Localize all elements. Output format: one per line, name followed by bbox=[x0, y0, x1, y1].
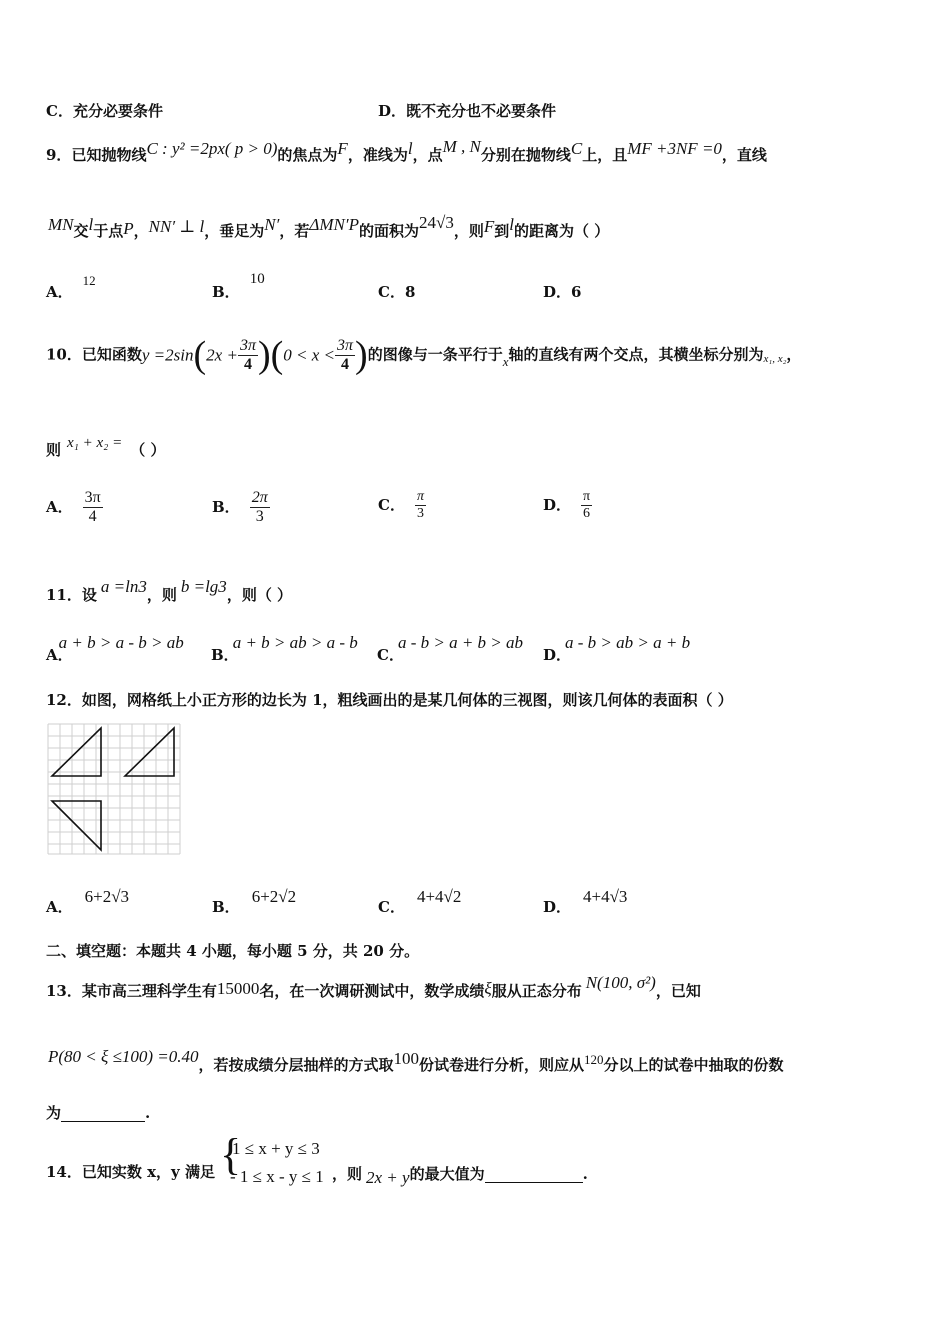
option-label: B． bbox=[212, 283, 240, 301]
math-expr: MN bbox=[48, 215, 74, 234]
q14-stem bbox=[46, 1165, 215, 1180]
math-expr: y =2sin bbox=[141, 345, 194, 365]
q9-option-c bbox=[378, 285, 415, 300]
q11-option-d bbox=[543, 633, 696, 664]
stem-text: 设 bbox=[81, 586, 97, 604]
left-paren: ( bbox=[193, 334, 207, 376]
q12-option-a bbox=[46, 887, 130, 916]
stem-text: 的距离为（ ） bbox=[513, 222, 610, 240]
q13-stem-line3 bbox=[46, 1106, 150, 1122]
math-expr: N(100, σ²) bbox=[585, 973, 656, 992]
stem-text: 交 bbox=[73, 222, 89, 240]
math-expr: P(80 < ξ ≤100) =0.40 bbox=[48, 1047, 199, 1066]
numerator: 2π bbox=[251, 489, 268, 506]
stem-text: 为 bbox=[46, 1104, 62, 1122]
stem-text: 份试卷进行分析，则应从 bbox=[419, 1056, 585, 1074]
q14-system-brace: { bbox=[220, 1130, 242, 1179]
option-value: a - b > a + b > ab bbox=[397, 633, 524, 652]
option-label: B． bbox=[212, 498, 240, 516]
math-expr: a =ln3 bbox=[100, 577, 147, 596]
three-view-figure bbox=[44, 720, 186, 858]
denominator: 4 bbox=[243, 355, 252, 373]
math-expr: l bbox=[88, 215, 94, 234]
option-label: D． bbox=[543, 898, 572, 916]
option-value: 4+4√2 bbox=[416, 887, 462, 906]
math-expr: x bbox=[502, 353, 509, 369]
denominator: 4 bbox=[341, 355, 350, 373]
q10-option-d bbox=[543, 490, 592, 521]
option-value: a + b > ab > a - b bbox=[232, 633, 358, 652]
q8-option-d bbox=[378, 104, 556, 119]
question-number: 14． bbox=[46, 1163, 82, 1181]
option-label: D． bbox=[543, 496, 572, 514]
q12-stem bbox=[46, 693, 733, 708]
question-number: 10． bbox=[46, 345, 82, 364]
math-expr: 0 < x < bbox=[283, 345, 336, 365]
stem-text: ，若 bbox=[279, 222, 310, 240]
grid bbox=[48, 724, 180, 854]
left-paren: ( bbox=[270, 334, 284, 376]
q14-system-line2: - 1 ≤ x - y ≤ 1 bbox=[230, 1167, 324, 1186]
fraction bbox=[83, 490, 103, 525]
q12-option-d bbox=[543, 887, 628, 916]
math-expr: x₁ + x₂ = bbox=[67, 435, 123, 451]
question-number: 9． bbox=[46, 146, 72, 164]
q8-option-c bbox=[46, 104, 163, 119]
stem-text: 则 bbox=[46, 441, 62, 459]
option-label: C． bbox=[378, 898, 405, 916]
math-expr: F bbox=[483, 217, 495, 236]
math-expr: N′ bbox=[264, 215, 280, 234]
q9-option-a bbox=[46, 273, 96, 301]
q12-option-b bbox=[212, 887, 297, 916]
stem-text: ，则 bbox=[453, 222, 484, 240]
fraction bbox=[581, 490, 592, 521]
stem-text: ， bbox=[786, 345, 802, 364]
stem-text: 于点 bbox=[93, 222, 124, 240]
math-expr: 2x + y bbox=[366, 1168, 410, 1187]
denominator: 3 bbox=[416, 506, 424, 521]
option-label: D． bbox=[543, 283, 572, 301]
option-label: C． bbox=[378, 283, 405, 301]
math-expr: 2x + bbox=[206, 345, 238, 365]
stem-text: ，若按成绩分层抽样的方式取 bbox=[198, 1056, 394, 1074]
section-heading: 二、填空题：本题共 4 小题，每小题 5 分，共 20 分。 bbox=[46, 942, 420, 960]
stem-text: 分以上的试卷中抽取的份数 bbox=[603, 1056, 784, 1074]
stem-text: 的图像与一条平行于 bbox=[367, 345, 503, 364]
stem-text: 已知抛物线 bbox=[71, 146, 147, 164]
stem-text: ， bbox=[133, 222, 149, 240]
q11-option-b bbox=[211, 633, 364, 664]
math-expr: l bbox=[407, 139, 413, 158]
option-label: A． bbox=[46, 898, 73, 916]
q9-stem-line1 bbox=[46, 137, 767, 164]
stem-text: ，点 bbox=[412, 146, 443, 164]
stem-text: ，则（ ） bbox=[226, 586, 293, 604]
stem-text: ，已知 bbox=[655, 982, 701, 1000]
option-label: D． bbox=[378, 102, 407, 120]
right-paren: ) bbox=[257, 334, 271, 376]
option-text: 既不充分也不必要条件 bbox=[406, 102, 557, 120]
option-label: A． bbox=[46, 283, 73, 301]
numerator: π bbox=[416, 489, 424, 504]
math-expr: M , N bbox=[442, 137, 481, 156]
stem-text: 名，在一次调研测试中，数学成绩 bbox=[259, 982, 485, 1000]
option-value: 12 bbox=[82, 273, 96, 288]
fraction bbox=[250, 490, 270, 525]
option-value: a - b > ab > a + b bbox=[565, 633, 691, 652]
front-view-triangle bbox=[52, 728, 101, 776]
q12-option-c bbox=[378, 887, 462, 916]
option-text: 充分必要条件 bbox=[72, 102, 163, 120]
stem-text: . bbox=[145, 1104, 151, 1122]
question-number: 13． bbox=[46, 982, 82, 1000]
stem-text: ，准线为 bbox=[347, 146, 408, 164]
math-expr: F bbox=[337, 139, 348, 158]
option-value: 8 bbox=[404, 283, 416, 301]
stem-text: 如图，网格纸上小正方形的边长为 1，粗线画出的是某几何体的三视图，则该几何体的表面积（ ） bbox=[81, 691, 733, 709]
stem-text: 某市高三理科学生有 bbox=[81, 982, 217, 1000]
stem-text: （ ） bbox=[130, 441, 166, 459]
stem-text: ，垂足为 bbox=[204, 222, 265, 240]
stem-text: 的面积为 bbox=[358, 222, 419, 240]
option-label: C． bbox=[46, 102, 73, 120]
q10-option-c bbox=[378, 490, 426, 521]
stem-text: 分别在抛物线 bbox=[480, 146, 571, 164]
option-value: 6+2√2 bbox=[251, 887, 297, 906]
fraction bbox=[335, 338, 355, 373]
math-expr: NN′ ⊥ l bbox=[148, 217, 205, 236]
denominator: 4 bbox=[88, 508, 97, 525]
math-expr: C : y² =2px( p > 0) bbox=[146, 139, 278, 158]
math-expr: l bbox=[509, 215, 514, 234]
q11-option-c bbox=[377, 633, 529, 664]
math-expr: P bbox=[123, 219, 134, 238]
stem-text: 已知实数 x，y 满足 bbox=[81, 1163, 215, 1181]
question-number: 12． bbox=[46, 691, 82, 709]
q9-option-b bbox=[212, 271, 265, 301]
option-label: C． bbox=[378, 496, 405, 514]
stem-text: 到 bbox=[494, 222, 510, 240]
q13-stem-line2 bbox=[48, 1047, 784, 1074]
option-value: 6+2√3 bbox=[84, 887, 130, 906]
stem-text: 的最大值为 bbox=[409, 1165, 485, 1183]
option-value: a + b > a - b > ab bbox=[58, 633, 184, 652]
math-expr: 24√3 bbox=[418, 213, 454, 232]
stem-text: 上，且 bbox=[582, 146, 628, 164]
math-expr: ΔMN′P bbox=[309, 215, 359, 234]
q9-stem-line2 bbox=[48, 213, 610, 240]
answer-blank[interactable] bbox=[485, 1167, 583, 1183]
q11-stem bbox=[46, 577, 293, 604]
numerator: 3π bbox=[84, 489, 101, 506]
option-label: A． bbox=[46, 498, 73, 516]
stem-text: ，直线 bbox=[721, 146, 767, 164]
q13-stem-line1 bbox=[46, 973, 701, 1000]
q14-system-line1: 1 ≤ x + y ≤ 3 bbox=[232, 1139, 320, 1158]
q11-option-a bbox=[46, 633, 198, 664]
stem-text: 已知函数 bbox=[81, 345, 142, 364]
option-value: 6 bbox=[571, 283, 582, 301]
math-expr: b =lg3 bbox=[180, 577, 227, 596]
numerator: 3π bbox=[337, 336, 354, 354]
q10-option-b bbox=[212, 490, 270, 525]
q9-option-d bbox=[543, 285, 581, 300]
option-label: D． bbox=[543, 646, 572, 664]
math-expr: C bbox=[570, 139, 583, 158]
math-expr: 100 bbox=[393, 1049, 420, 1068]
stem-text: 服从正态分布 bbox=[491, 982, 582, 1000]
math-expr: ξ bbox=[484, 979, 492, 998]
numerator: π bbox=[583, 489, 591, 504]
q14-stem-tail bbox=[332, 1165, 588, 1187]
denominator: 3 bbox=[255, 508, 264, 525]
math-expr: 120 bbox=[584, 1052, 604, 1067]
denominator: 6 bbox=[583, 506, 591, 521]
stem-text: 轴的直线有两个交点，其横坐标分别为 bbox=[508, 345, 764, 364]
stem-text: 的焦点为 bbox=[277, 146, 338, 164]
q10-stem-line2 bbox=[46, 435, 166, 459]
math-expr: 15000 bbox=[216, 979, 260, 998]
option-label: B． bbox=[211, 646, 239, 664]
option-value: 4+4√3 bbox=[583, 887, 628, 906]
math-expr: x₁, x₂ bbox=[763, 352, 787, 365]
option-label: A． bbox=[46, 646, 73, 664]
fraction bbox=[415, 490, 426, 521]
stem-text: ，则 bbox=[146, 586, 177, 604]
question-number: 11． bbox=[46, 586, 82, 604]
right-paren: ) bbox=[355, 334, 368, 376]
stem-text: ，则 bbox=[332, 1165, 363, 1183]
q10-stem-line1 bbox=[46, 336, 801, 374]
numerator: 3π bbox=[239, 336, 256, 354]
option-label: C． bbox=[377, 646, 404, 664]
q10-option-a bbox=[46, 490, 103, 525]
fraction bbox=[238, 338, 258, 373]
math-expr: MF +3NF =0 bbox=[627, 139, 722, 158]
answer-blank[interactable] bbox=[61, 1106, 145, 1122]
option-value: 10 bbox=[249, 271, 265, 287]
option-label: B． bbox=[212, 898, 240, 916]
stem-text: . bbox=[582, 1165, 588, 1183]
